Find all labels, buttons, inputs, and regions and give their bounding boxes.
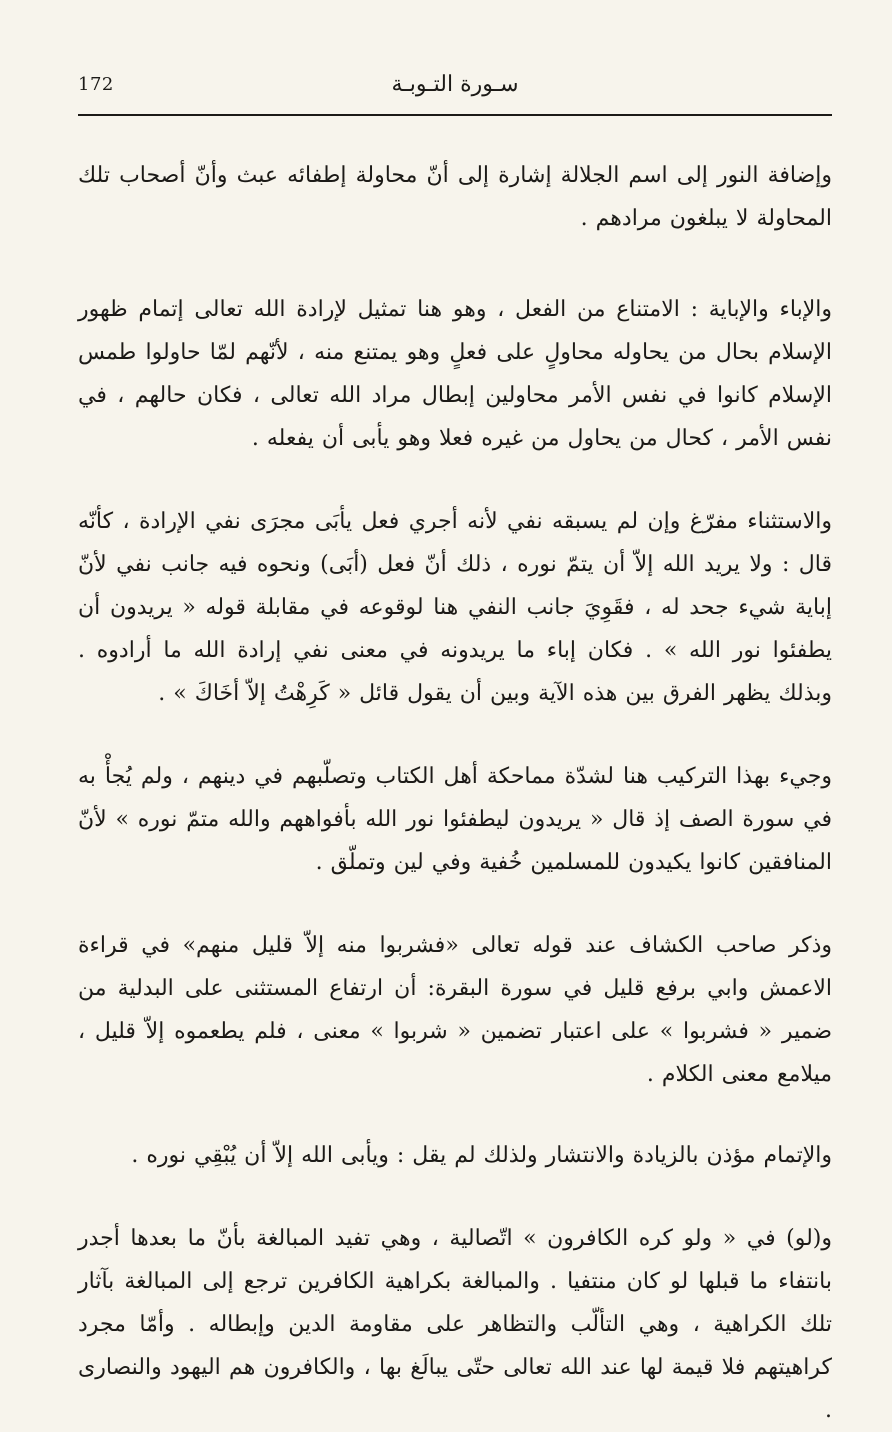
paragraph: والاستثناء مفرّغ وإن لم يسبقه نفي لأنه أجري فعل يأبَى مجرَى نفي الإرادة ، كأنّه قال : ولا يريد الله إلاّ أن يتمّ نوره ، ذلك أنّ فعل (أبَى) ونحوه فيه جانب نفي لأنّ إباية شيء جحد له ، فقَوِيَ جانب النفي هنا لوقوعه في مقابلة قوله « يريدون أن يطفئوا نور الله » . فكان إباء ما يريدونه في معنى نفي إرادة الله ما أرادوه . وبذلك يظهر الفرق بين هذه الآية وبين أن يقول قائل « كَرِهْتُ إلاّ أخَاكَ » . bbox=[78, 509, 832, 706]
paragraph: وذكر صاحب الكشاف عند قوله تعالى «فشربوا منه إلاّ قليل منهم» في قراءة الاعمش وابي برفع قليل في سورة البقرة: أن ارتفاع المستثنى على البدلية من ضمير « فشربوا » على اعتبار تضمين « شربوا » معنى ، فلم يطعموه إلاّ قليل ، ميلامع معنى الكلام . bbox=[78, 933, 832, 1087]
header-divider bbox=[78, 114, 832, 116]
paragraph: وإضافة النور إلى اسم الجلالة إشارة إلى أنّ محاولة إطفائه عبث وأنّ أصحاب تلك المحاولة لا يبلغون مرادهم . bbox=[78, 163, 832, 231]
page-body bbox=[78, 140, 832, 1432]
paragraph: وجيء بهذا التركيب هنا لشدّة مماحكة أهل الكتاب وتصلّبهم في دينهم ، ولم يُجأْ به في سورة الصف إذ قال « يريدون ليطفئوا نور الله بأفواههم والله متمّ نوره » لأنّ المنافقين كانوا يكيدون للمسلمين خُفية وفي لين وتملّق . bbox=[78, 764, 832, 875]
page-number: 172 bbox=[78, 74, 114, 95]
paragraph: و(لو) في « ولو كره الكافرون » اتّصالية ، وهي تفيد المبالغة بأنّ ما بعدها أجدر بانتفاء ما قبلها لو كان منتفيا . والمبالغة بكراهية الكافرين ترجع إلى المبالغة بآثار تلك الكراهية ، وهي التألّب والتظاهر على مقاومة الدين وإبطاله . وأمّا مجرد كراهيتهم فلا قيمة لها عند الله تعالى حتّى يبالَغ بها ، والكافرون هم اليهود والنصارى . bbox=[78, 1226, 832, 1423]
paragraph: والإباء والإباية : الامتناع من الفعل ، وهو هنا تمثيل لإرادة الله تعالى إتمام ظهور الإسلام بحال من يحاوله محاولٍ على فعلٍ وهو يمتنع منه ، لأنّهم لمّا حاولوا طمس الإسلام كانوا في نفس الأمر محاولين إبطال مراد الله تعالى ، فكان حالهم ، في نفس الأمر ، كحال من يحاول من غيره فعلا وهو يأبى أن يفعله . bbox=[78, 297, 832, 451]
paragraph: والإتمام مؤذن بالزيادة والانتشار ولذلك لم يقل : ويأبى الله إلاّ أن يُبْقِي نوره . bbox=[131, 1143, 832, 1168]
surah-title: سـورة التـوبـة bbox=[391, 72, 519, 97]
page-header bbox=[78, 66, 832, 106]
